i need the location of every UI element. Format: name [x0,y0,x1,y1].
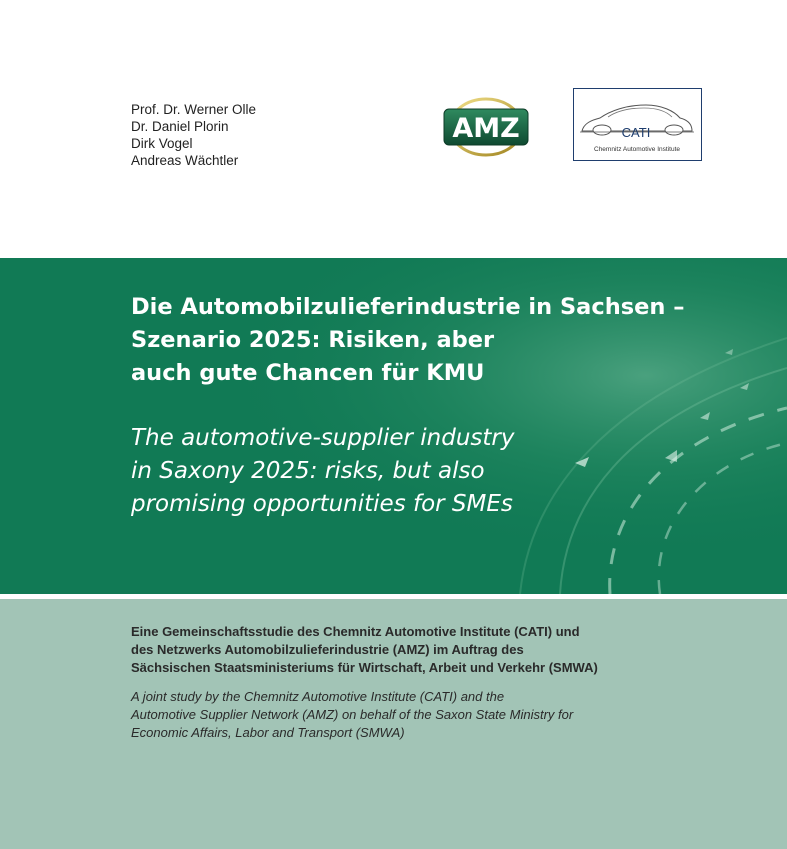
description-german [131,623,751,677]
author-name: Dirk Vogel [131,136,193,151]
author-name: Andreas Wächtler [131,153,239,168]
description-line: A joint study by the Chemnitz Automotive Institute (CATI) and the [131,689,505,704]
description-line: Economic Affairs, Labor and Transport (SMWA) [131,725,405,740]
author-list [131,101,256,169]
title-line: Die Automobilzulieferindustrie in Sachsen – [131,294,685,320]
amz-logo [440,96,536,158]
description-line: Eine Gemeinschaftsstudie des Chemnitz Automotive Institute (CATI) und [131,624,580,639]
description-line: Sächsischen Staatsministeriums für Wirtschaft, Arbeit und Verkehr (SMWA) [131,660,598,675]
title-line: Szenario 2025: Risiken, aber [131,327,495,353]
cati-logo-subtitle: Chemnitz Automotive Institute [594,146,680,153]
amz-logo-text: AMZ [452,113,520,144]
title-line: auch gute Chancen für KMU [131,360,485,386]
title-german [131,291,731,390]
title-line: promising opportunities for SMEs [131,491,513,517]
header-area [0,0,787,258]
cati-logo [573,88,702,161]
cati-logo-text: CATI [621,125,651,140]
description-line: des Netzwerks Automobilzulieferindustrie (AMZ) im Auftrag des [131,642,524,657]
description-english [131,688,751,742]
car-outline-icon [574,89,700,159]
title-english [131,422,731,521]
title-line: The automotive-supplier industry [131,425,515,451]
description-line: Automotive Supplier Network (AMZ) on behalf of the Saxon State Ministry for [131,707,574,722]
author-name: Dr. Daniel Plorin [131,119,229,134]
title-line: in Saxony 2025: risks, but also [131,458,485,484]
author-name: Prof. Dr. Werner Olle [131,102,257,117]
